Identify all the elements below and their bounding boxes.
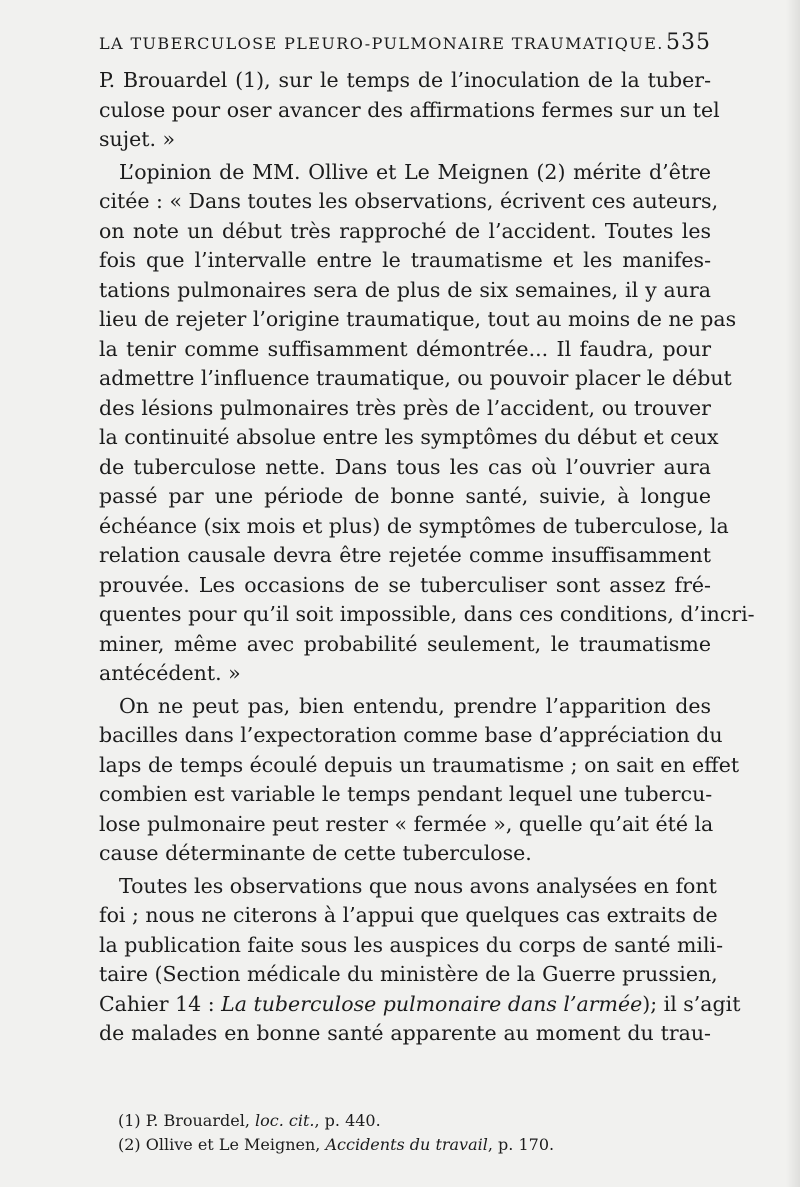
body-text xyxy=(99,66,755,1049)
footnote-author: Ollive et Le Meignen, xyxy=(145,1135,321,1154)
paragraph-4 xyxy=(99,872,741,1049)
text-line-with-italic xyxy=(99,990,741,1020)
text-line: on note un début très rapproché de l’accident. Toutes les xyxy=(99,218,711,243)
footnote-author: P. Brouardel, xyxy=(145,1111,250,1130)
text-line: miner, même avec probabilité seulement, le traumatisme xyxy=(99,631,711,656)
text-line: relation causale devra être rejetée comme insuffisamment xyxy=(99,543,711,567)
footnote-italic: loc. cit. xyxy=(255,1111,315,1130)
text-line: bacilles dans l’expectoration comme base d’appréciation du xyxy=(99,723,723,747)
text-line: la tenir comme suffisamment démontrée... Il faudra, pour xyxy=(99,336,711,361)
footnote-marker: (2) xyxy=(118,1135,141,1154)
footnotes xyxy=(118,1109,678,1157)
text-line: lieu de rejeter l’origine traumatique, tout au moins de ne pas xyxy=(99,307,737,331)
text-line: citée : « Dans toutes les observations, écrivent ces auteurs, xyxy=(99,189,719,213)
text-run: Cahier 14 : xyxy=(99,991,222,1016)
paragraph-3 xyxy=(99,692,740,869)
text-line: laps de temps écoulé depuis un traumatisme ; on sait en effet xyxy=(99,752,740,777)
text-line: combien est variable le temps pendant lequel une tubercu- xyxy=(99,782,713,806)
text-run: ); il s’agit xyxy=(642,991,741,1016)
paragraph-1 xyxy=(99,66,720,155)
text-line: des lésions pulmonaires très près de l’accident, ou trouver xyxy=(99,395,711,420)
page-number: 535 xyxy=(666,30,711,55)
footnote-1 xyxy=(118,1109,678,1133)
text-line: culose pour oser avancer des affirmations fermes sur un tel xyxy=(99,97,720,122)
text-line: tations pulmonaires sera de plus de six semaines, il y aura xyxy=(99,277,711,302)
text-line: foi ; nous ne citerons à l’appui que quelques cas extraits de xyxy=(99,903,718,927)
text-line: antécédent. » xyxy=(99,661,241,685)
footnote-rest: , p. 440. xyxy=(314,1111,381,1130)
text-line: taire (Section médicale du ministère de la Guerre prussien, xyxy=(99,962,718,986)
text-line: On ne peut pas, bien entendu, prendre l’apparition des xyxy=(119,693,711,718)
footnote-marker: (1) xyxy=(118,1111,141,1130)
text-line: sujet. » xyxy=(99,127,176,151)
text-line: lose pulmonaire peut rester « fermée », quelle qu’ait été la xyxy=(99,811,714,836)
text-line: admettre l’influence traumatique, ou pouvoir placer le début xyxy=(99,366,732,390)
text-line: cause déterminante de cette tuberculose. xyxy=(99,841,532,865)
text-line: Toutes les observations que nous avons analysées en font xyxy=(119,873,717,898)
text-line: fois que l’intervalle entre le traumatisme et les manifes- xyxy=(99,248,711,272)
footnote-2 xyxy=(118,1133,678,1157)
footnote-rest: , p. 170. xyxy=(487,1135,555,1154)
text-line: passé par une période de bonne santé, suivie, à longue xyxy=(99,484,711,508)
text-line: prouvée. Les occasions de se tuberculiser sont assez fré- xyxy=(99,572,711,597)
page-edge-shadow xyxy=(786,0,800,1187)
text-line: P. Brouardel (1), sur le temps de l’inoculation de la tuber- xyxy=(99,68,711,92)
italic-title: La tuberculose pulmonaire dans l’armée xyxy=(221,991,643,1016)
running-head-title: LA TUBERCULOSE PLEURO-PULMONAIRE TRAUMATIQUE. xyxy=(99,34,664,53)
running-head xyxy=(99,30,711,56)
text-line: de tuberculose nette. Dans tous les cas où l’ouvrier aura xyxy=(99,454,711,479)
paragraph-2 xyxy=(99,158,755,689)
footnote-italic: Accidents du travail xyxy=(325,1135,488,1154)
text-line: quentes pour qu’il soit impossible, dans ces conditions, d’incri- xyxy=(99,602,755,626)
text-line: la continuité absolue entre les symptômes du début et ceux xyxy=(99,425,719,449)
text-line: la publication faite sous les auspices du corps de santé mili- xyxy=(99,932,724,957)
text-line: échéance (six mois et plus) de symptômes de tuberculose, la xyxy=(99,513,729,538)
text-line: de malades en bonne santé apparente au moment du trau- xyxy=(99,1021,711,1045)
text-line: L’opinion de MM. Ollive et Le Meignen (2) mérite d’être xyxy=(119,159,711,184)
